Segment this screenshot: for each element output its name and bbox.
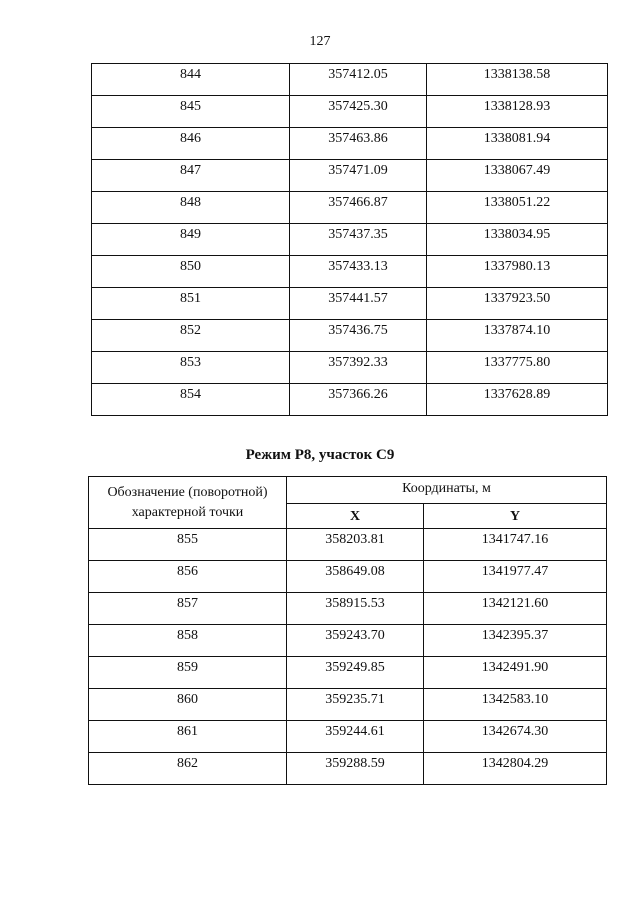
table-row — [92, 320, 608, 352]
point-number-cell: 852 — [92, 320, 290, 352]
table-row — [92, 128, 608, 160]
section-title: Режим P8, участок C9 — [245, 447, 395, 463]
point-number-cell: 846 — [92, 128, 290, 160]
point-number-cell: 859 — [89, 657, 287, 689]
point-number-cell: 856 — [89, 561, 287, 593]
table-row — [92, 384, 608, 416]
x-coordinate-cell: 358203.81 — [287, 529, 424, 561]
point-number-cell: 850 — [92, 256, 290, 288]
point-number-cell: 847 — [92, 160, 290, 192]
table-row — [89, 721, 607, 753]
y-coordinate-cell: 1341747.16 — [424, 529, 607, 561]
x-coordinate-cell: 359235.71 — [287, 689, 424, 721]
y-coordinate-cell: 1338138.58 — [427, 64, 608, 96]
point-number-cell: 855 — [89, 529, 287, 561]
coordinates-table-c9 — [88, 476, 607, 785]
table-row — [89, 529, 607, 561]
point-number-cell: 858 — [89, 625, 287, 657]
y-coordinate-cell: 1341977.47 — [424, 561, 607, 593]
x-coordinate-cell: 357466.87 — [290, 192, 427, 224]
table-row — [92, 224, 608, 256]
point-number-cell: 844 — [92, 64, 290, 96]
x-coordinate-cell: 357366.26 — [290, 384, 427, 416]
y-coordinate-cell: 1342583.10 — [424, 689, 607, 721]
x-coordinate-cell: 357441.57 — [290, 288, 427, 320]
y-coordinate-cell: 1337923.50 — [427, 288, 608, 320]
y-coordinate-cell: 1337874.10 — [427, 320, 608, 352]
table-row — [92, 160, 608, 192]
x-coordinate-cell: 359243.70 — [287, 625, 424, 657]
x-coordinate-cell: 359288.59 — [287, 753, 424, 785]
y-coordinate-cell: 1342395.37 — [424, 625, 607, 657]
x-coordinate-cell: 357463.86 — [290, 128, 427, 160]
point-number-cell: 853 — [92, 352, 290, 384]
y-coordinate-cell: 1337980.13 — [427, 256, 608, 288]
x-coordinate-cell: 357471.09 — [290, 160, 427, 192]
table1-body — [92, 64, 608, 416]
point-number-cell: 854 — [92, 384, 290, 416]
table-row — [89, 657, 607, 689]
y-coordinate-cell: 1342674.30 — [424, 721, 607, 753]
coordinates-table-continued — [91, 63, 608, 416]
point-number-cell: 862 — [89, 753, 287, 785]
y-coordinate-cell: 1342121.60 — [424, 593, 607, 625]
point-number-cell: 848 — [92, 192, 290, 224]
y-coordinate-cell: 1338128.93 — [427, 96, 608, 128]
y-coordinate-cell: 1338051.22 — [427, 192, 608, 224]
x-coordinate-cell: 359244.61 — [287, 721, 424, 753]
table-row — [92, 288, 608, 320]
y-coordinate-cell: 1338034.95 — [427, 224, 608, 256]
table-row — [92, 96, 608, 128]
point-number-cell: 860 — [89, 689, 287, 721]
table-row — [89, 689, 607, 721]
x-coordinate-cell: 358915.53 — [287, 593, 424, 625]
x-coordinate-cell: 357436.75 — [290, 320, 427, 352]
x-coordinate-cell: 357425.30 — [290, 96, 427, 128]
x-coordinate-cell: 358649.08 — [287, 561, 424, 593]
table-row — [89, 561, 607, 593]
x-coordinate-cell: 357392.33 — [290, 352, 427, 384]
header-x: X — [287, 504, 424, 529]
table-row — [89, 753, 607, 785]
y-coordinate-cell: 1337775.80 — [427, 352, 608, 384]
table-row — [89, 593, 607, 625]
header-y: Y — [424, 504, 607, 529]
table-row — [92, 352, 608, 384]
point-number-cell: 851 — [92, 288, 290, 320]
header-point-designation: Обозначение (поворотной) характерной точки — [89, 477, 287, 529]
page-number: 127 — [309, 34, 331, 49]
point-number-cell: 861 — [89, 721, 287, 753]
x-coordinate-cell: 357433.13 — [290, 256, 427, 288]
table-row — [92, 64, 608, 96]
table-row — [92, 192, 608, 224]
y-coordinate-cell: 1337628.89 — [427, 384, 608, 416]
point-number-cell: 849 — [92, 224, 290, 256]
table-row — [92, 256, 608, 288]
x-coordinate-cell: 357437.35 — [290, 224, 427, 256]
y-coordinate-cell: 1338081.94 — [427, 128, 608, 160]
table2-body — [89, 529, 607, 785]
y-coordinate-cell: 1342804.29 — [424, 753, 607, 785]
point-number-cell: 857 — [89, 593, 287, 625]
y-coordinate-cell: 1342491.90 — [424, 657, 607, 689]
y-coordinate-cell: 1338067.49 — [427, 160, 608, 192]
x-coordinate-cell: 359249.85 — [287, 657, 424, 689]
point-number-cell: 845 — [92, 96, 290, 128]
header-coordinates: Координаты, м — [287, 477, 607, 504]
table-row — [89, 625, 607, 657]
x-coordinate-cell: 357412.05 — [290, 64, 427, 96]
